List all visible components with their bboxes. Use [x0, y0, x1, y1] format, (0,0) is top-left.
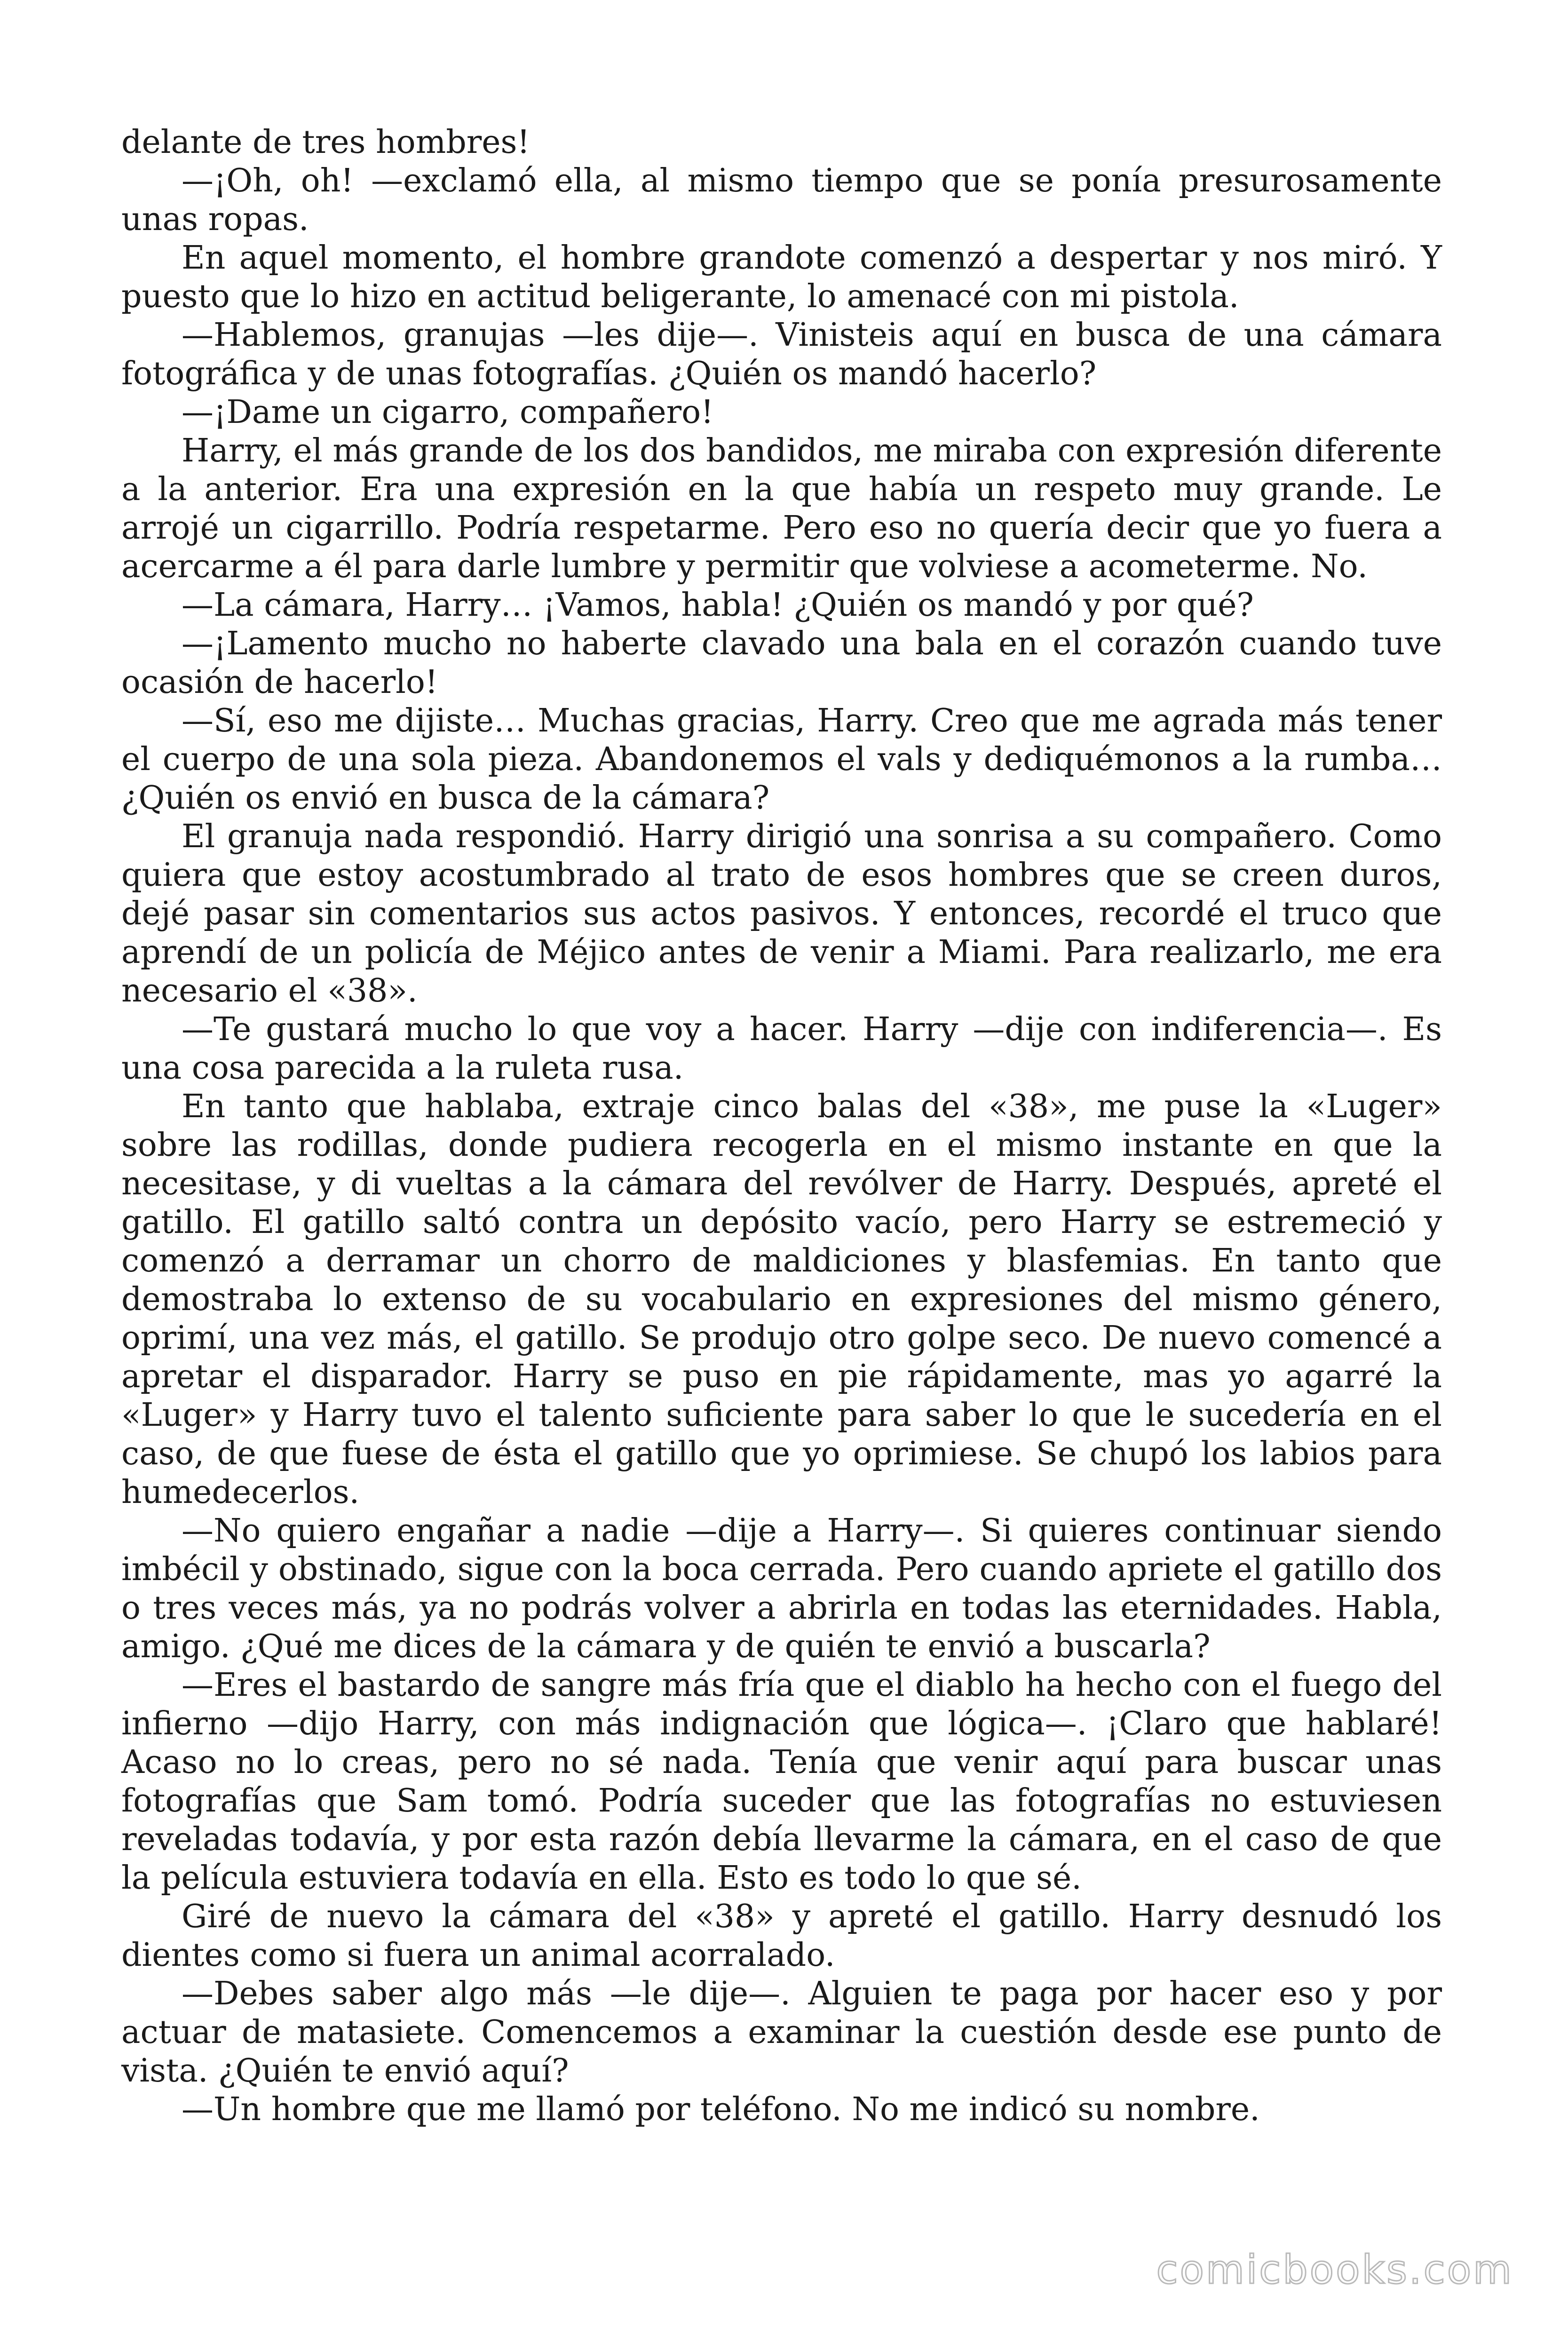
paragraph: —No quiero engañar a nadie —dije a Harry—. Si quieres continuar siendo imbécil y obstinado, sigue con la boca cerrada. Pero cuando apriete el gatillo dos o tres veces más, ya no podrás volver a abrirla en todas las eternidades. Habla, amigo. ¿Qué me dices de la cámara y de quién te envió a buscarla?: [121, 1512, 1442, 1665]
paragraph: Harry, el más grande de los dos bandidos, me miraba con expresión diferente a la anterior. Era una expresión en la que había un respeto muy grande. Le arrojé un cigarrillo. Podría respetarme. Pero eso no quería decir que yo fuera a acercarme a él para darle lumbre y permitir que volviese a acometerme. No.: [121, 432, 1442, 585]
paragraph: —Sí, eso me dijiste… Muchas gracias, Harry. Creo que me agrada más tener el cuerpo de una sola pieza. Abandonemos el vals y dediquémonos a la rumba… ¿Quién os envió en busca de la cámara?: [121, 702, 1442, 817]
paragraph: —¡Oh, oh! —exclamó ella, al mismo tiempo que se ponía presurosamente unas ropas.: [121, 162, 1442, 238]
paragraph: —Eres el bastardo de sangre más fría que el diablo ha hecho con el fuego del infierno —dijo Harry, con más indignación que lógica—. ¡Claro que hablaré! Acaso no lo creas, pero no sé nada. Tenía que venir aquí para buscar unas fotografías que Sam tomó. Podría suceder que las fotografías no estuviesen reveladas todavía, y por esta razón debía llevarme la cámara, en el caso de que la película estuviera todavía en ella. Esto es todo lo que sé.: [121, 1667, 1442, 1897]
paragraph: Giré de nuevo la cámara del «38» y apreté el gatillo. Harry desnudó los dientes como si fuera un animal acorralado.: [121, 1898, 1442, 1974]
paragraph: —¡Dame un cigarro, compañero!: [182, 394, 714, 431]
paragraph: delante de tres hombres!: [121, 124, 530, 161]
paragraph: —La cámara, Harry… ¡Vamos, habla! ¿Quién os mandó y por qué?: [182, 587, 1254, 624]
paragraph: —Te gustará mucho lo que voy a hacer. Harry —dije con indiferencia—. Es una cosa parecida a la ruleta rusa.: [121, 1011, 1442, 1087]
watermark: comicbooks.com: [1156, 2247, 1513, 2293]
paragraph: El granuja nada respondió. Harry dirigió una sonrisa a su compañero. Como quiera que estoy acostumbrado al trato de esos hombres que se creen duros, dejé pasar sin comentarios sus actos pasivos. Y entonces, recordé el truco que aprendí de un policía de Méjico antes de venir a Miami. Para realizarlo, me era necesario el «38».: [121, 818, 1442, 1009]
paragraph: —¡Lamento mucho no haberte clavado una bala en el corazón cuando tuve ocasión de hacerlo!: [121, 625, 1442, 701]
paragraph: —Debes saber algo más —le dije—. Alguien te paga por hacer eso y por actuar de matasiete. Comencemos a examinar la cuestión desde ese punto de vista. ¿Quién te envió aquí?: [121, 1975, 1442, 2090]
paragraph: En aquel momento, el hombre grandote comenzó a despertar y nos miró. Y puesto que lo hizo en actitud beligerante, lo amenacé con mi pistola.: [121, 239, 1442, 315]
paragraph: —Hablemos, granujas —les dije—. Vinisteis aquí en busca de una cámara fotográfica y de unas fotografías. ¿Quién os mandó hacerlo?: [121, 317, 1442, 392]
paragraph: —Un hombre que me llamó por teléfono. No me indicó su nombre.: [182, 2091, 1260, 2128]
paragraph: En tanto que hablaba, extraje cinco balas del «38», me puse la «Luger» sobre las rodillas, donde pudiera recogerla en el mismo instante en que la necesitase, y di vueltas a la cámara del revólver de Harry. Después, apreté el gatillo. El gatillo saltó contra un depósito vacío, pero Harry se estremeció y comenzó a derramar un chorro de maldiciones y blasfemias. En tanto que demostraba lo extenso de su vocabulario en expresiones del mismo género, oprimí, una vez más, el gatillo. Se produjo otro golpe seco. De nuevo comencé a apretar el disparador. Harry se puso en pie rápidamente, mas yo agarré la «Luger» y Harry tuvo el talento suficiente para saber lo que le sucedería en el caso, de que fuese de ésta el gatillo que yo oprimiese. Se chupó los labios para humedecerlos.: [121, 1088, 1442, 1511]
book-page-text: [121, 123, 1442, 2129]
